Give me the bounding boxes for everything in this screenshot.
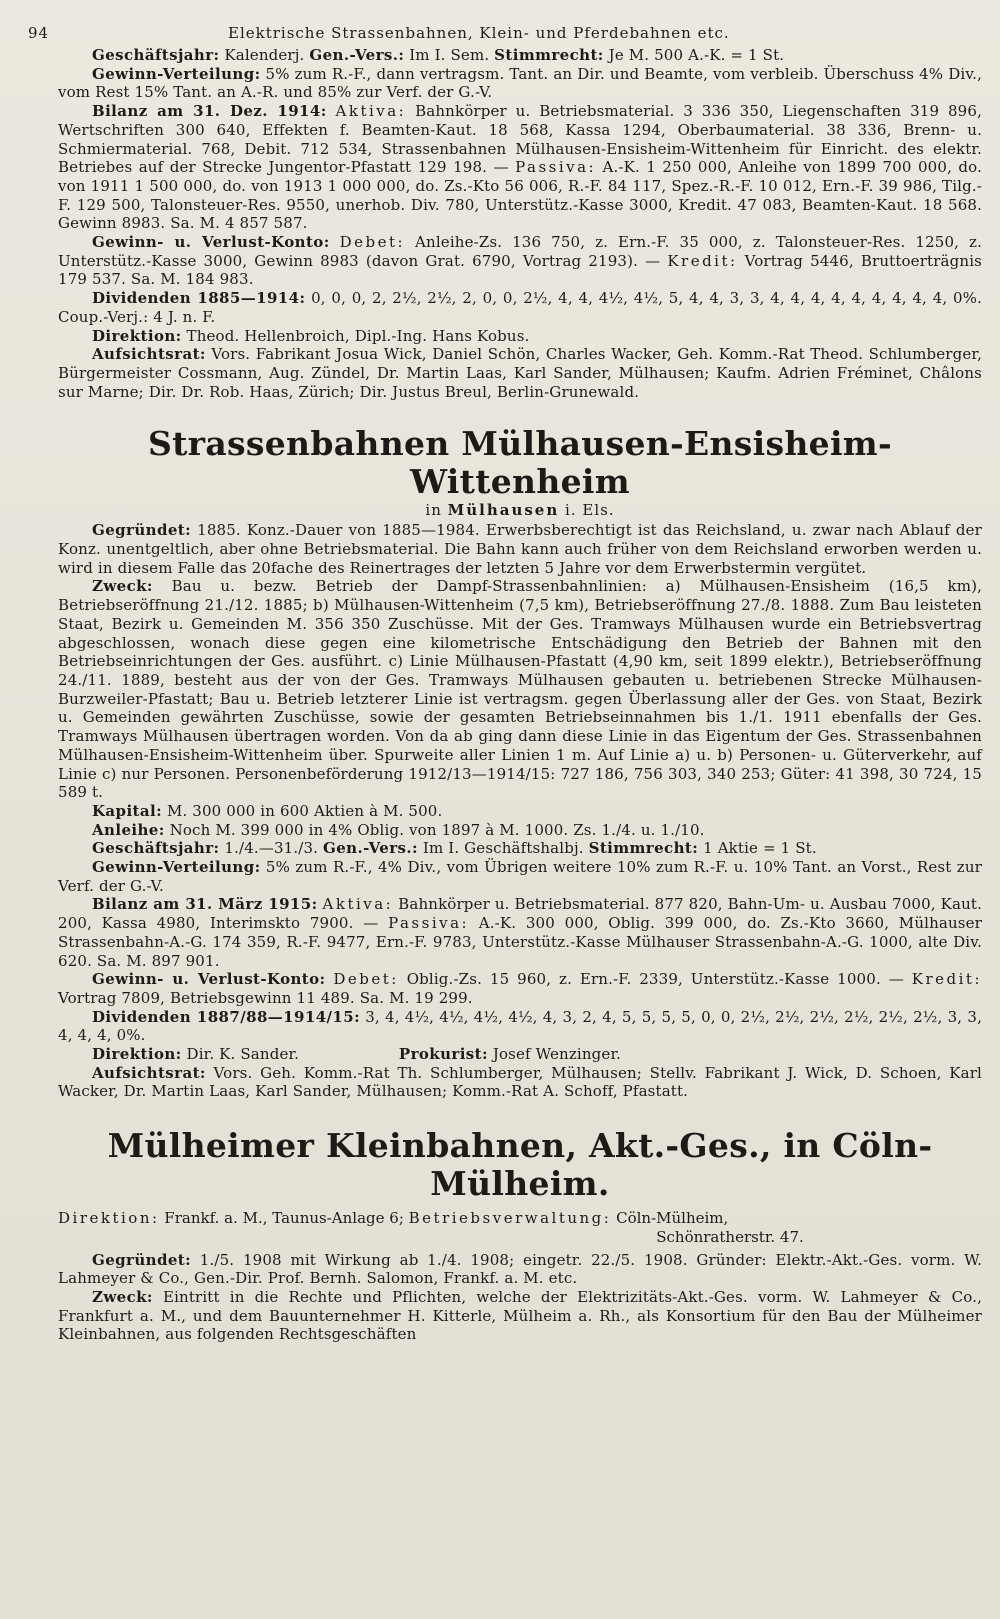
text-stimmrecht-2: 1 Aktie = 1 St. (698, 839, 817, 858)
company-title-strassenbahnen: Strassenbahnen Mülhausen-Ensisheim-Wittenheim (147, 424, 893, 502)
label-gegruendet-3: Gegründet: (92, 1250, 192, 1269)
direction-block (58, 1209, 982, 1246)
paragraph-business-year (58, 46, 982, 65)
text-gen-vers-2: Im I. Geschäftshalbj. (417, 839, 589, 858)
label-betriebsverwaltung: Betriebsverwaltung: (408, 1209, 612, 1228)
text-betriebsverwaltung: Cöln-Mülheim, (611, 1209, 729, 1228)
paragraph-profit-loss (58, 233, 982, 289)
text-gegruendet: 1885. Konz.-Dauer von 1885—1984. Erwerbsberechtigt ist das Reichsland, u. zwar nach Ablauf der Konz. unentgeltlich, aber ohne Betriebsmaterial. Die Bahn kann auch früher von dem Reichsland erworben werden u. wird in diesem Falle das 20fache des Reinertrages der letzten 5 Jahre vor dem Erwerbstermin vergütet. (58, 521, 982, 577)
paragraph-purpose-3 (58, 1288, 982, 1344)
label-aktiva: Aktiva: (335, 102, 407, 121)
paragraph-capital (58, 802, 982, 821)
text-dividenden: 0, 0, 0, 2, 2½, 2½, 2, 0, 0, 2½, 4, 4, 4½, 4½, 5, 4, 4, 3, 3, 4, 4, 4, 4, 4, 4, 4, 4, 4, 0%. Coup.-Verj.: 4 J. n. F. (58, 289, 982, 326)
label-bilanz-2: Bilanz am 31. März 1915: (92, 895, 318, 914)
paragraph-supervisory-board-2 (58, 1064, 982, 1101)
text-kapital: M. 300 000 in 600 Aktien à M. 500. (162, 801, 443, 820)
text-aufsichtsrat-2: Vors. Geh. Komm.-Rat Th. Schlumberger, Mülhausen; Stellv. Fabrikant J. Wick, D. Schoen, Karl Wacker, Dr. Martin Laas, Karl Sander, Mülhausen; Komm.-Rat A. Schoff, Pfastatt. (58, 1063, 982, 1101)
label-gewinn-verlust-2: Gewinn- u. Verlust-Konto: (92, 970, 326, 989)
label-zweck-3: Zweck: (92, 1287, 153, 1306)
label-kredit: Kredit: (667, 251, 738, 270)
entry-muelheimer (58, 1251, 982, 1345)
label-bilanz: Bilanz am 31. Dez. 1914: (92, 102, 327, 121)
text-zweck-3: Eintritt in die Rechte und Pflichten, welche der Elektrizitäts-Akt.-Ges. vorm. W. Lahmeyer & Co., Frankfurt a. M., und dem Bauunternehmer H. Kitterle, Mülheim a. Rh., als Konsortium für den Bau der Mülheimer Kleinbahnen, aus folgenden Rechtsgeschäften (58, 1287, 982, 1344)
paragraph-profit-distribution (58, 65, 982, 102)
label-anleihe: Anleihe: (92, 820, 165, 839)
direction-line (58, 1209, 982, 1228)
paragraph-supervisory-board (58, 345, 982, 401)
label-passiva: Passiva: (515, 158, 597, 177)
paragraph-profit-loss-2 (58, 970, 982, 1007)
paragraph-loan (58, 821, 982, 840)
text-gegruendet-3: 1./5. 1908 mit Wirkung ab 1./4. 1908; eingetr. 22./5. 1908. Gründer: Elektr.-Akt.-Ges. vorm. W. Lahmeyer & Co., Gen.-Dir. Prof. Bernh. Salomon, Frankf. a. M. etc. (58, 1250, 982, 1288)
direction-line-2: Schönratherstr. 47. (656, 1227, 804, 1246)
label-direktion-3: Direktion: (58, 1209, 160, 1228)
label-gen-vers: Gen.-Vers.: (309, 46, 405, 64)
label-kredit-2: Kredit: (911, 970, 982, 989)
text-direktion-3: Frankf. a. M., Taunus-Anlage 6; (159, 1209, 409, 1228)
text-geschaeftsjahr-2: 1./4.—31./3. (219, 839, 324, 858)
label-aktiva-2: Aktiva: (322, 895, 394, 914)
location-suffix: i. Els. (559, 501, 615, 520)
paragraph-founded-3 (58, 1251, 982, 1288)
text-dividenden-2: 3, 4, 4½, 4½, 4½, 4½, 4, 3, 2, 4, 5, 5, 5, 5, 0, 0, 2½, 2½, 2½, 2½, 2½, 2½, 3, 3, 4, 4, 4, 0%. (58, 1007, 982, 1045)
text-aufsichtsrat: Vors. Fabrikant Josua Wick, Daniel Schön, Charles Wacker, Geh. Komm.-Rat Theod. Schlumberger, Bürgermeister Cossmann, Aug. Zündel, Dr. Martin Laas, Karl Sander, Mülhausen; Kaufm. Adrien Fréminet, Châlons sur Marne; Dir. Dr. Rob. Haas, Zürich; Dir. Justus Breul, Berlin-Grunewald. (58, 345, 982, 401)
company-location (58, 501, 982, 519)
entry-continued-company (58, 46, 982, 401)
label-dividenden: Dividenden 1885—1914: (92, 289, 306, 308)
paragraph-direction (58, 327, 982, 346)
company-title-muelheimer: Mülheimer Kleinbahnen, Akt.-Ges., in Cöln-Mülheim. (107, 1126, 933, 1204)
text-kredit: Vortrag 5446, Bruttoerträgnis 179 537. Sa. M. 184 983. (58, 251, 982, 289)
label-geschaeftsjahr-2: Geschäftsjahr: (92, 839, 220, 858)
text-stimmrecht: Je M. 500 A.-K. = 1 St. (603, 46, 785, 64)
label-direktion-2: Direktion: (92, 1045, 182, 1064)
entry-strassenbahnen (58, 521, 982, 1101)
location-prefix: in (425, 501, 448, 520)
label-gewinn-verteilung: Gewinn-Verteilung: (92, 64, 261, 83)
text-passiva: A.-K. 1 250 000, Anleihe von 1899 700 000, do. von 1911 1 500 000, do. von 1913 1 000 000, do. Zs.-Kto 56 006, R.-F. 84 117, Spez.-R.-F. 10 012, Ern.-F. 39 986, Tilg.-F. 129 500, Talonsteuer-Res. 9550, unerhob. Div. 780, Unterstütz.-Kasse 3000, Kredit. 47 083, Beamten-Kaut. 18 568. Gewinn 8983. Sa. M. 4 857 587. (58, 158, 982, 233)
label-dividenden-2: Dividenden 1887/88—1914/15: (92, 1007, 361, 1026)
paragraph-founded (58, 521, 982, 577)
text-anleihe: Noch M. 399 000 in 4% Oblig. von 1897 à M. 1000. Zs. 1./4. u. 1./10. (164, 820, 705, 839)
text-zweck: Bau u. bezw. Betrieb der Dampf-Strassenbahnlinien: a) Mülhausen-Ensisheim (16,5 km), Betriebseröffnung 21./12. 1885; b) Mülhausen-Wittenheim (7,5 km), Betriebseröffnung 27./8. 1888. Zum Bau leisteten Staat, Bezirk u. Gemeinden M. 356 350 Zuschüsse. Mit der Ges. Tramways Mülhausen wurde ein Betriebsvertrag abgeschlossen, wonach diese gegen eine kilometrische Entschädigung den Betrieb der Bahnen mit den Betriebseinrichtungen der Ges. ausführt. c) Linie Mülhausen-Pfastatt (4,90 km, seit 1899 elektr.), Betriebseröffnung 24./11. 1889, besteht aus der von der Ges. Tramways Mülhausen gebauten u. betriebenen Strecke Mülhausen-Burzweiler-Pfastatt; Bau u. Betrieb letzterer Linie ist vertragsm. gegen Überlassung aller der Ges. von Staat, Bezirk u. Gemeinden gewährten Zuschüsse, sowie der gesamten Betriebseinnahmen bis 1./1. 1911 ebenfalls der Ges. Tramways Mülhausen übertragen worden. Von da ab ging dann diese Linie in das Eigentum der Ges. Strassenbahnen Mülhausen-Ensisheim-Wittenheim über. Spurweite aller Linien 1 m. Auf Linie a) u. b) Personen- u. Güterverkehr, auf Linie c) nur Personen. Personenbeförderung 1912/13—1914/15: 727 186, 756 303, 340 253; Güter: 41 398, 30 724, 15 589 t. (58, 577, 982, 802)
label-stimmrecht: Stimmrecht: (494, 46, 604, 64)
text-prokurist: Josef Wenzinger. (487, 1045, 622, 1064)
paragraph-profit-distribution-2 (58, 858, 982, 895)
paragraph-purpose (58, 577, 982, 801)
label-aufsichtsrat: Aufsichtsrat: (92, 345, 206, 364)
label-zweck: Zweck: (92, 577, 153, 596)
label-kapital: Kapital: (92, 801, 163, 820)
text-passiva-2: A.-K. 300 000, Oblig. 399 000, do. Zs.-Kto 3660, Mülhauser Strassenbahn-A.-G. 174 359, R.-F. 9477, Ern.-F. 9783, Unterstütz.-Kasse Mülhauser Strassenbahn-A.-G. 1000, alte Div. 620. Sa. M. 897 901. (58, 914, 982, 970)
label-stimmrecht-2: Stimmrecht: (588, 839, 699, 858)
text-gen-vers: Im I. Sem. (404, 46, 495, 64)
paragraph-business-year-2 (58, 839, 982, 858)
location-city: Mülhausen (447, 501, 560, 520)
text-direktion: Theod. Hellenbroich, Dipl.-Ing. Hans Kobus. (181, 326, 530, 345)
text-aktiva-2: Bahnkörper u. Betriebsmaterial. 877 820, Bahn-Um- u. Ausbau 7000, Kaut. 200, Kassa 4980, Interimskto 7900. — (58, 895, 982, 933)
label-geschaeftsjahr: Geschäftsjahr: (92, 46, 220, 64)
text-debet: Anleihe-Zs. 136 750, z. Ern.-F. 35 000, z. Talonsteuer-Res. 1250, z. Unterstütz.-Kasse 3000, Gewinn 8983 (davon Grat. 6790, Vortrag 2193). — (58, 233, 982, 270)
running-header (28, 10, 982, 46)
text-geschaeftsjahr: Kalenderj. (219, 46, 310, 64)
text-direktion-2: Dir. K. Sander. (181, 1045, 300, 1064)
paragraph-direction-2 (58, 1045, 982, 1064)
label-gegruendet: Gegründet: (92, 521, 192, 540)
paragraph-dividends (58, 289, 982, 326)
label-gen-vers-2: Gen.-Vers.: (323, 839, 418, 858)
label-gewinn-verlust: Gewinn- u. Verlust-Konto: (92, 233, 330, 252)
text-aktiva: Bahnkörper u. Betriebsmaterial. 3 336 350, Liegenschaften 319 896, Wertschriften 300 640, Effekten f. Beamten-Kaut. 18 568, Kassa 1294, Oberbaumaterial. 38 336, Brenn- u. Schmiermaterial. 768, Debit. 712 534, Strassenbahnen Mülhausen-Ensisheim-Wittenheim für Einricht. des elektr. Betriebes auf der Strecke Jungentor-Pfastatt 129 198. — (58, 102, 982, 177)
text-debet-2: Oblig.-Zs. 15 960, z. Ern.-F. 2339, Unterstütz.-Kasse 1000. — (398, 970, 912, 989)
text-gewinn-verteilung-2: 5% zum R.-F., 4% Div., vom Übrigen weitere 10% zum R.-F. u. 10% Tant. an Vorst., Rest zur Verf. der G.-V. (58, 858, 982, 895)
label-direktion: Direktion: (92, 326, 182, 345)
text-kredit-2: Vortrag 7809, Betriebsgewinn 11 489. Sa. M. 19 299. (58, 988, 473, 1007)
label-aufsichtsrat-2: Aufsichtsrat: (92, 1063, 206, 1082)
label-debet: Debet: (339, 233, 406, 252)
paragraph-dividends-2 (58, 1008, 982, 1045)
text-gewinn-verteilung: 5% zum R.-F., dann vertragsm. Tant. an Dir. und Beamte, vom verbleib. Überschuss 4% Div., vom Rest 15% Tant. an A.-R. und 85% zur Verf. der G.-V. (58, 64, 982, 102)
running-title: Elektrische Strassenbahnen, Klein- und Pferdebahnen etc. (228, 24, 730, 42)
paragraph-balance-sheet-2 (58, 895, 982, 970)
label-passiva-2: Passiva: (388, 914, 470, 933)
page-number: 94 (28, 24, 50, 42)
label-debet-2: Debet: (333, 970, 399, 989)
label-gewinn-verteilung-2: Gewinn-Verteilung: (92, 858, 261, 877)
paragraph-balance-sheet (58, 102, 982, 233)
label-prokurist: Prokurist: (398, 1045, 488, 1064)
